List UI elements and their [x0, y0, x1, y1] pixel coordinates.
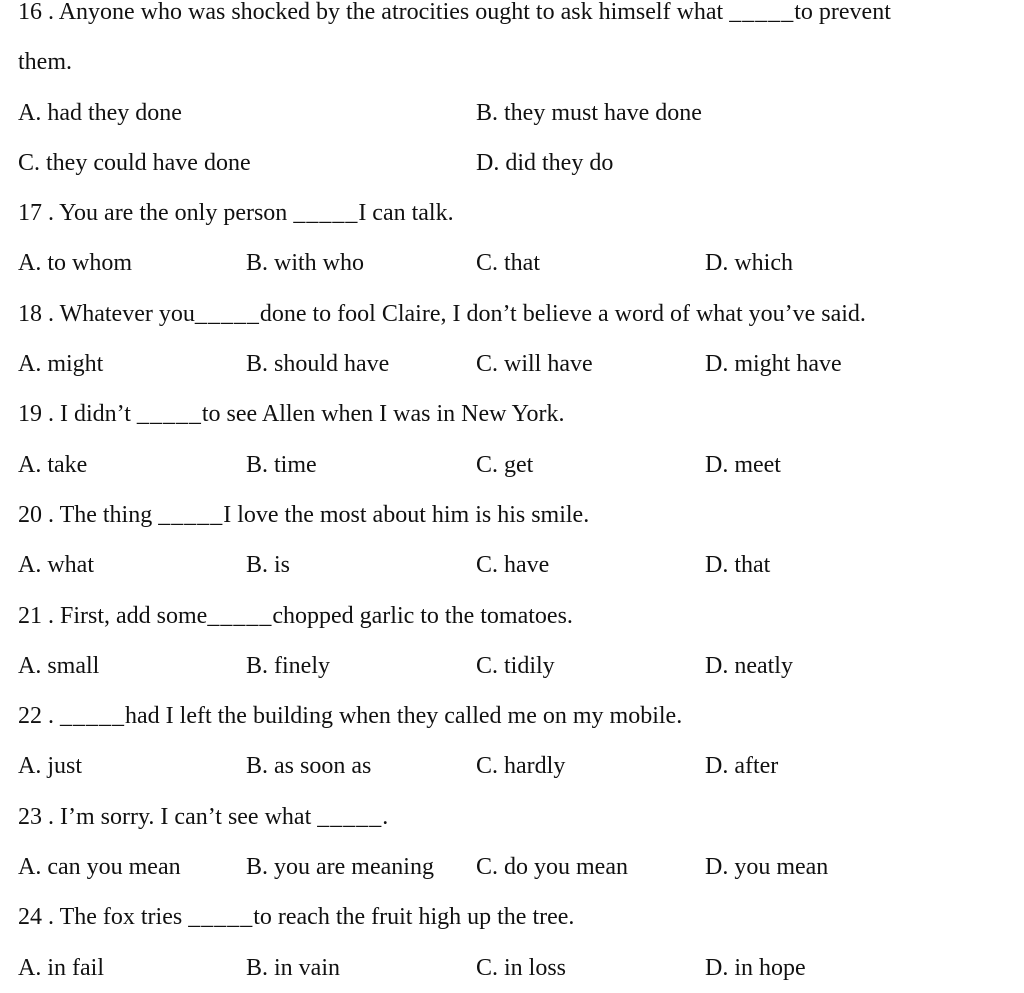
question-number: 18 [18, 300, 42, 327]
question-separator: . [42, 803, 60, 830]
question-separator: . [42, 401, 60, 428]
answer-blank: _____ [136, 401, 202, 428]
answer-blank: _____ [158, 501, 224, 528]
question-separator: . [42, 200, 60, 227]
question-stem-after: I can talk. [358, 200, 454, 227]
question-19 [18, 389, 1018, 439]
options-row [18, 641, 1018, 691]
options-row [18, 138, 1018, 188]
option-c: C. do you mean [476, 854, 628, 881]
question-18 [18, 289, 1018, 339]
option-a: A. in fail [18, 954, 104, 981]
option-b: B. time [246, 451, 317, 478]
option-c: C. they could have done [18, 149, 251, 176]
option-b: B. is [246, 552, 291, 579]
option-d: D. meet [705, 451, 781, 478]
option-b: B. as soon as [246, 753, 372, 780]
question-20 [18, 490, 1018, 540]
option-c: C. that [476, 250, 540, 277]
option-b: B. should have [246, 351, 390, 378]
options-row [18, 741, 1018, 791]
option-a: A. small [18, 652, 100, 679]
question-stem-after: to reach the fruit high up the tree. [253, 904, 575, 931]
question-number: 21 [18, 602, 42, 629]
question-separator: . [42, 602, 60, 629]
answer-blank: _____ [60, 703, 125, 730]
question-stem-before: Anyone who was shocked by the atrocities ought to ask himself what [58, 0, 730, 25]
question-stem-after: I love the most about him is his smile. [223, 501, 590, 528]
question-stem-after: . [382, 803, 389, 830]
option-c: C. hardly [476, 753, 566, 780]
question-stem-before: Whatever you [59, 300, 195, 327]
question-stem-after: chopped garlic to the tomatoes. [272, 602, 573, 629]
question-separator: . [42, 904, 60, 931]
option-d: D. that [705, 552, 771, 579]
option-a: A. take [18, 451, 88, 478]
question-continuation: them. [18, 49, 72, 76]
option-d: D. in hope [705, 954, 806, 981]
options-row [18, 339, 1018, 389]
answer-blank: _____ [729, 0, 795, 25]
quiz-document [18, 0, 1018, 993]
question-stem-before: The thing [59, 501, 159, 528]
option-d: D. did they do [476, 149, 614, 176]
question-number: 20 [18, 501, 42, 528]
option-b: B. they must have done [476, 99, 702, 126]
question-stem-before: You are the only person [59, 200, 294, 227]
option-c: C. tidily [476, 652, 555, 679]
option-a: A. just [18, 753, 83, 780]
question-16 [18, 0, 1018, 37]
options-row [18, 440, 1018, 490]
option-d: D. you mean [705, 854, 829, 881]
question-number: 16 [18, 0, 42, 25]
answer-blank: _____ [317, 803, 383, 830]
question-stem-before: I didn’t [60, 401, 137, 428]
option-c: C. have [476, 552, 550, 579]
answer-blank: _____ [188, 904, 254, 931]
option-a: A. what [18, 552, 94, 579]
option-c: C. in loss [476, 954, 567, 981]
option-a: A. might [18, 351, 104, 378]
question-21 [18, 591, 1018, 641]
question-number: 24 [18, 904, 42, 931]
option-b: B. with who [246, 250, 365, 277]
question-stem-after: done to fool Claire, I don’t believe a word of what you’ve said. [259, 300, 866, 327]
option-a: A. had they done [18, 99, 182, 126]
option-b: B. you are meaning [246, 854, 434, 881]
options-row [18, 88, 1018, 138]
question-23 [18, 792, 1018, 842]
answer-blank: _____ [207, 602, 273, 629]
options-row [18, 842, 1018, 892]
options-row [18, 943, 1018, 993]
question-22 [18, 691, 1018, 741]
option-c: C. will have [476, 351, 593, 378]
option-a: A. to whom [18, 250, 132, 277]
option-d: D. might have [705, 351, 842, 378]
question-stem-after: to prevent [794, 0, 891, 25]
question-separator: . [42, 300, 60, 327]
question-stem-after: to see Allen when I was in New York. [201, 401, 565, 428]
question-separator: . [42, 501, 60, 528]
option-d: D. after [705, 753, 779, 780]
option-b: B. in vain [246, 954, 340, 981]
question-number: 17 [18, 200, 42, 227]
question-number: 19 [18, 401, 42, 428]
question-17 [18, 188, 1018, 238]
option-d: D. which [705, 250, 793, 277]
options-row [18, 540, 1018, 590]
answer-blank: _____ [293, 200, 359, 227]
question-stem-after: had I left the building when they called me on my mobile. [125, 703, 683, 730]
options-row [18, 238, 1018, 288]
option-b: B. finely [246, 652, 330, 679]
question-separator: . [42, 703, 60, 730]
answer-blank: _____ [194, 300, 260, 327]
option-c: C. get [476, 451, 534, 478]
question-stem-before: I’m sorry. I can’t see what [60, 803, 318, 830]
question-stem-before: First, add some [60, 602, 208, 629]
question-separator: . [42, 0, 59, 25]
question-24 [18, 892, 1018, 942]
question-number: 23 [18, 803, 42, 830]
question-number: 22 [18, 703, 42, 730]
question-stem-before: The fox tries [59, 904, 189, 931]
option-a: A. can you mean [18, 854, 181, 881]
option-d: D. neatly [705, 652, 793, 679]
